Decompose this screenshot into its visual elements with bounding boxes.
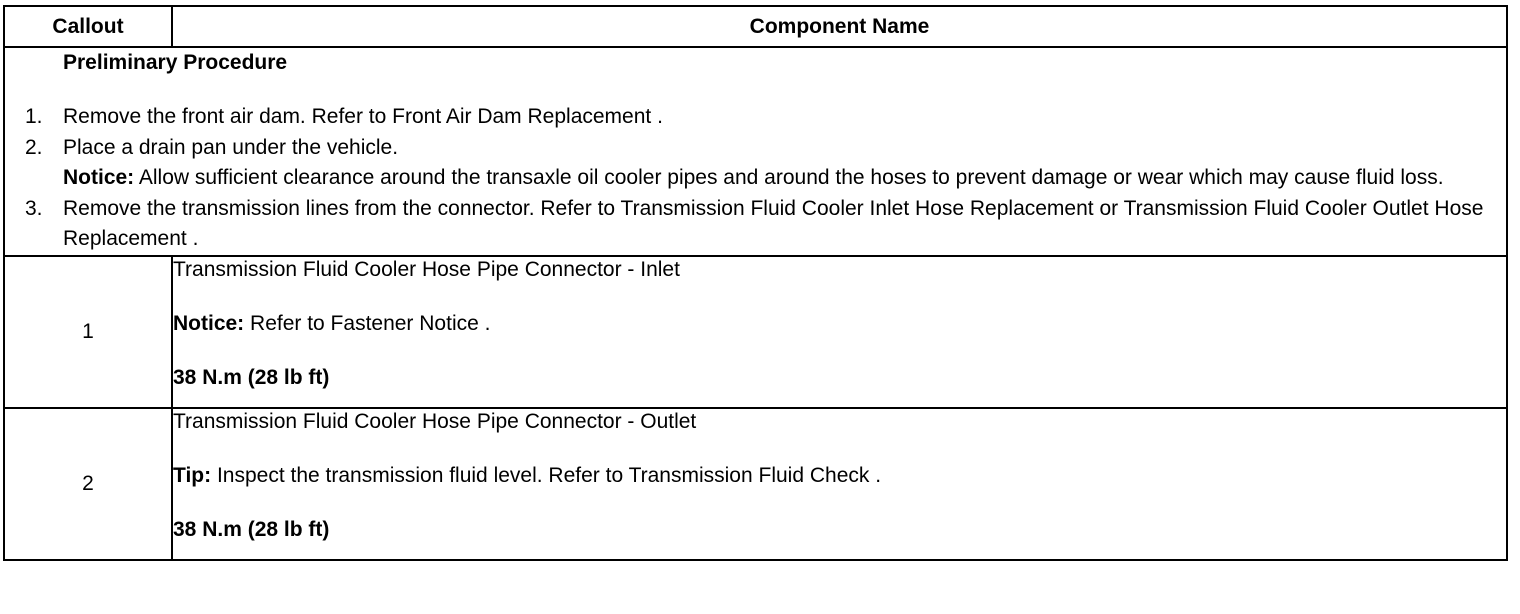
- step-text: Place a drain pan under the vehicle.: [63, 135, 399, 159]
- torque-spec: 38 N.m (28 lb ft): [173, 517, 330, 541]
- table-row: [4, 256, 1507, 408]
- component-header: Component Name: [172, 6, 1507, 47]
- note-text: Refer to Fastener Notice .: [244, 311, 491, 335]
- preliminary-cell: [4, 47, 1507, 256]
- note-label: Tip:: [173, 463, 212, 487]
- step-number: 3.: [25, 196, 43, 220]
- component-name: Transmission Fluid Cooler Hose Pipe Connector - Inlet: [173, 257, 680, 281]
- note-label: Notice:: [173, 311, 245, 335]
- preliminary-title: Preliminary Procedure: [63, 51, 288, 74]
- step-number: 2.: [25, 135, 43, 159]
- step-list: [5, 102, 1506, 255]
- step-item: [5, 133, 1506, 194]
- component-note: [173, 463, 1506, 489]
- component-cell: [172, 256, 1507, 408]
- callout-number: 1: [4, 256, 172, 408]
- step-number: 1.: [25, 105, 43, 128]
- preliminary-row: [4, 47, 1507, 256]
- callout-number: 2: [4, 408, 172, 560]
- notice-label: Notice:: [63, 166, 135, 189]
- step-text: Remove the transmission lines from the connector. Refer to Transmission Fluid Cooler Inlet Hose Replacement or Transmission Fluid Cooler Outlet Hose Replacement .: [63, 196, 1484, 250]
- procedure-table: [3, 5, 1508, 561]
- component-note: [173, 311, 1506, 337]
- step-text: Remove the front air dam. Refer to Front Air Dam Replacement .: [63, 105, 663, 128]
- step-item: [5, 194, 1506, 255]
- step-notice: [63, 163, 1506, 194]
- notice-text: Allow sufficient clearance around the transaxle oil cooler pipes and around the hoses to prevent damage or wear which may cause fluid loss.: [134, 166, 1444, 189]
- step-item: [5, 102, 1506, 133]
- header-row: [4, 6, 1507, 47]
- callout-header: Callout: [4, 6, 172, 47]
- component-cell: [172, 408, 1507, 560]
- note-text: Inspect the transmission fluid level. Refer to Transmission Fluid Check .: [211, 463, 882, 487]
- torque-spec: 38 N.m (28 lb ft): [173, 365, 330, 389]
- table-row: [4, 408, 1507, 560]
- component-name: Transmission Fluid Cooler Hose Pipe Connector - Outlet: [173, 409, 697, 433]
